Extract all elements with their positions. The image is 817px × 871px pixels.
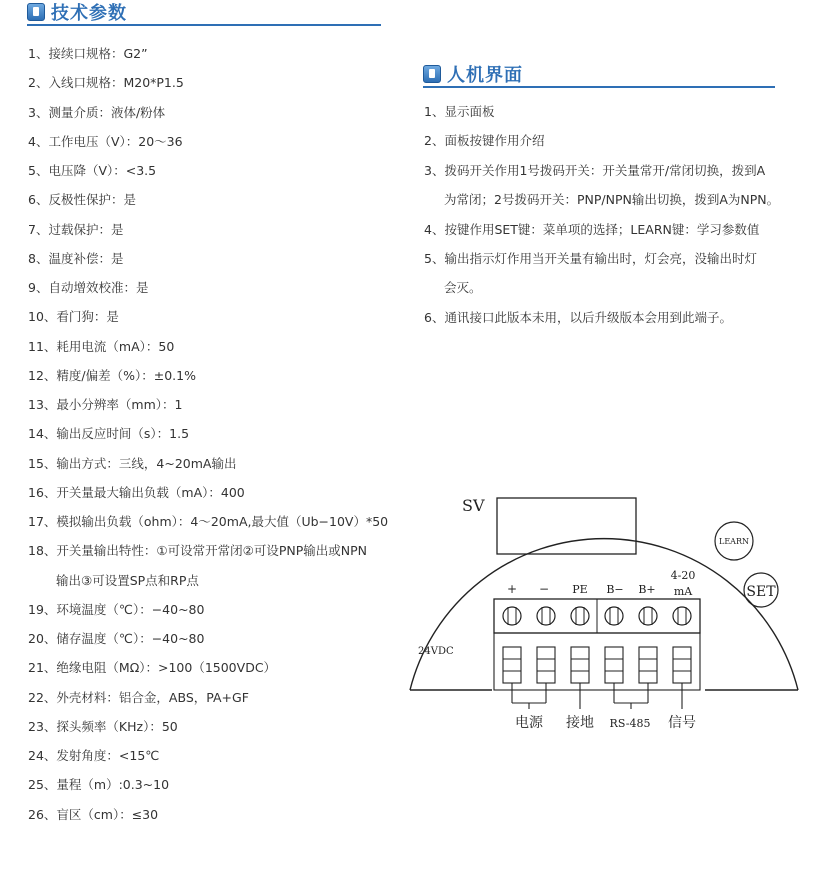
- tech-params-list: [28, 44, 388, 834]
- wire-clamp: [503, 647, 521, 683]
- spec-item: 9、自动增效校准：是: [28, 280, 149, 295]
- hmi-list: [424, 102, 779, 337]
- terminal-label-b-plus: B+: [638, 583, 656, 596]
- hmi-item: 3、拨码开关作用1号拨码开关：开关量常开/常闭切换，拨到A: [424, 162, 766, 178]
- spec-item: 11、耗用电流（mA）：50: [28, 338, 175, 354]
- spec-item: 2、入线口规格：M20*P1.5: [28, 75, 184, 91]
- terminal-label-4-20: 4-20: [670, 569, 696, 582]
- group-label-rs485: RS-485: [609, 717, 651, 730]
- housing-outline: [410, 539, 798, 690]
- terminal-screw: [605, 607, 623, 625]
- terminal-label-b-minus: B−: [606, 583, 624, 596]
- spec-item: 15、输出方式：三线，4~20mA输出: [28, 455, 237, 471]
- spec-item: 14、输出反应时间（s）：1.5: [28, 426, 190, 442]
- terminal-label-ma: mA: [673, 585, 693, 598]
- hmi-header: [423, 62, 775, 88]
- spec-item: 26、盲区（cm）：≤30: [28, 806, 159, 822]
- terminal-label-plus: +: [506, 582, 518, 596]
- spec-item: 17、模拟输出负载（ohm）：4～20mA,最大值（Ub−10V）*50: [28, 514, 389, 529]
- spec-item: 6、反极性保护：是: [28, 192, 136, 208]
- spec-item: 25、量程（m）:0.3~10: [28, 777, 170, 793]
- spec-item: 4、工作电压（V）：20～36: [28, 133, 183, 149]
- terminal-screw: [571, 607, 589, 625]
- terminal-screw: [673, 607, 691, 625]
- spec-item: 21、绝缘电阻（MΩ）：>100（1500VDC）: [28, 660, 277, 676]
- hmi-title: 人机界面: [447, 65, 523, 86]
- hmi-item: 5、输出指示灯作用当开关量有输出时，灯会亮，没输出时灯: [424, 250, 757, 266]
- hmi-item: 1、显示面板: [424, 104, 495, 119]
- hmi-item: 2、面板按键作用介绍: [424, 133, 545, 149]
- spec-item-continuation: 输出③可设置SP点和RP点: [56, 572, 199, 588]
- wire-clamp: [605, 647, 623, 683]
- spec-item: 19、环境温度（℃）：−40~80: [28, 601, 205, 617]
- hmi-item: 4、按键作用SET键：菜单项的选择；LEARN键：学习参数值: [424, 221, 760, 237]
- spec-item: 12、精度/偏差（%）：±0.1%: [28, 367, 196, 383]
- wire-clamp: [673, 647, 691, 683]
- document-icon: [423, 65, 441, 83]
- terminal-label-pe: PE: [572, 583, 588, 596]
- device-panel-diagram: [400, 385, 812, 765]
- spec-item: 8、温度补偿：是: [28, 250, 124, 266]
- spec-item: 24、发射角度：<15℃: [28, 748, 160, 763]
- spec-item: 10、看门狗：是: [28, 309, 119, 325]
- spec-item: 5、电压降（V）：<3.5: [28, 163, 157, 178]
- hmi-item-continuation: 会灭。: [444, 280, 482, 296]
- tech-params-header: [27, 0, 381, 26]
- set-label: SET: [746, 584, 776, 600]
- wire-clamp: [537, 647, 555, 683]
- wire-clamp: [571, 647, 589, 683]
- sv-label: SV: [462, 496, 485, 515]
- spec-item: 23、探头频率（KHz）：50: [28, 718, 178, 734]
- terminal-screw: [639, 607, 657, 625]
- spec-item: 22、外壳材料：铝合金，ABS，PA+GF: [28, 689, 249, 705]
- hmi-item: 6、通讯接口此版本未用，以后升级版本会用到此端子。: [424, 309, 732, 325]
- wire-clamps: [503, 647, 691, 683]
- terminal-screw: [537, 607, 555, 625]
- spec-item: 20、储存温度（℃）：−40~80: [28, 631, 205, 646]
- spec-item: 18、开关量输出特性：①可设常开常闭②可设PNP输出或NPN: [28, 543, 367, 559]
- display-screen: [497, 498, 636, 554]
- hmi-item-continuation: 为常闭；2号拨码开关：PNP/NPN输出切换，拨到A为NPN。: [444, 192, 780, 208]
- spec-item: 13、最小分辨率（mm）：1: [28, 397, 183, 412]
- spec-item: 7、过载保护：是: [28, 221, 124, 237]
- supply-voltage-label: 24VDC: [418, 646, 454, 657]
- group-label-signal: 信号: [668, 715, 696, 731]
- wire-leads: [512, 683, 682, 709]
- terminal-screw: [503, 607, 521, 625]
- spec-item: 16、开关量最大输出负载（mA）：400: [28, 484, 245, 500]
- group-label-power: 电源: [515, 715, 543, 731]
- clamp-frame: [494, 633, 700, 690]
- group-label-ground: 接地: [566, 715, 594, 731]
- document-icon: [27, 3, 45, 21]
- spec-item: 3、测量介质：液体/粉体: [28, 104, 166, 120]
- learn-label: LEARN: [719, 537, 749, 546]
- tech-params-title: 技术参数: [51, 3, 127, 24]
- wire-clamp: [639, 647, 657, 683]
- terminal-label-minus: −: [538, 582, 550, 596]
- spec-item: 1、接续口规格：G2”: [28, 46, 148, 61]
